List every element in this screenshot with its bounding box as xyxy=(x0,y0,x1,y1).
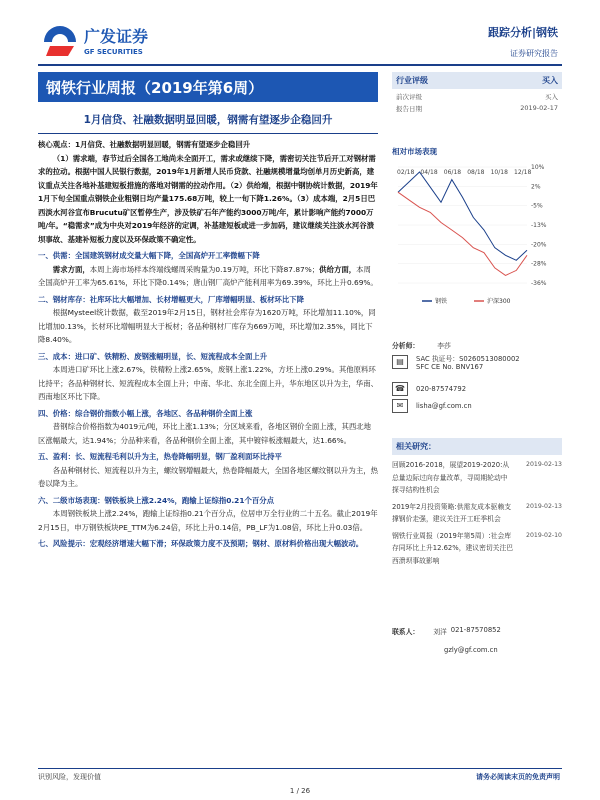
gf-logo-icon xyxy=(40,20,190,60)
series-line-hs300 xyxy=(398,192,527,275)
section-6-heading: 六、二级市场表现：钢铁板块上涨2.24%，跑输上证综指0.21个百分点 xyxy=(38,495,275,505)
section-5-text: 各品种钢材长、短流程以升为主，螺纹钢增幅最大，热卷降幅最大，全国各地区螺纹钢以升为主，热卷以降为主。 xyxy=(38,465,378,488)
brand-en: GF SECURITIES xyxy=(84,48,143,56)
analyst-sac: SAC 执证号：S0260513080002 xyxy=(416,354,520,363)
email-icon: ✉ xyxy=(392,399,408,413)
related-item[interactable]: 回顾2016-2018，展望2019-2020:从总量边际过向存量改革，寻周期轮动中探寻结构性机会 2019-02-13 xyxy=(392,461,562,494)
section-1-text: 需求方面，本周上海市场样本终端线螺周采购量为0.19万吨，环比下降87.87%；供给方面，本周全国高炉开工率为65.61%，环比下降0.14%；唐山钢厂高炉产能利用率为69.39%，环比上升0.69%。 xyxy=(38,264,378,287)
analyst-name-row xyxy=(392,336,562,353)
contact-phone: 021-87570852 xyxy=(450,626,501,634)
analyst-phone-row xyxy=(392,380,562,397)
report-subtitle: 1月信贷、社融数据明显回暖，钢需有望逐步企稳回升 xyxy=(83,114,333,126)
rating-value: 买入 xyxy=(542,76,558,85)
contact-email[interactable]: gzly@gf.com.cn xyxy=(444,646,498,654)
section-6-text: 本周钢铁板块上涨2.24%，跑输上证综指0.21个百分点，位居申万全行业的二十五名。截止2019年2月15日，申万钢铁板块PE_TTM为6.24倍，环比上升0.14倍，PB_LF为1.08倍，环比上升0.03倍。 xyxy=(38,509,378,532)
chart-svg xyxy=(392,161,562,311)
y-tick-label: -20% xyxy=(531,241,547,249)
report-title-banner: 钢铁行业周报（2019年第6周） xyxy=(38,72,378,102)
analyst-phone: 020-87574792 xyxy=(416,384,467,393)
contact-box xyxy=(392,626,562,654)
rating-title-bar xyxy=(392,72,562,89)
page-number: 1 / 26 xyxy=(289,787,311,795)
contact-label: 联系人： xyxy=(392,628,420,636)
section-2-text: 根据Mysteel统计数据，截至2019年2月15日，钢材社会库存为1620万吨，环比增加11.10%，同比增加0.13%，长材环比增幅明显大于板材；各品种钢材厂库存为669万吨，环比增加2.35%，同比下降8.40%。 xyxy=(38,308,376,344)
y-tick-label: 2% xyxy=(531,183,541,191)
footer-slogan: 识别风险，发现价值 xyxy=(38,773,101,781)
x-tick-label: 04/18 xyxy=(420,169,438,176)
analyst-email-row xyxy=(392,397,562,414)
related-title: 相关研究： xyxy=(392,438,562,455)
footer-disclaimer: 请务必阅读末页的免责声明 xyxy=(476,773,560,781)
x-tick-label: 10/18 xyxy=(490,169,508,176)
chart-title: 相对市场表现 xyxy=(392,147,437,156)
y-tick-label: -28% xyxy=(531,260,547,268)
gf-logo xyxy=(40,20,190,60)
report-type: 证券研究报告 xyxy=(510,49,558,58)
x-tick-label: 02/18 xyxy=(397,169,415,176)
analyst-label: 分析师： xyxy=(392,341,420,350)
report-date-row: 报告日期 2019-02-17 xyxy=(396,104,558,113)
section-7-heading: 七、风险提示：宏观经济增速大幅下滑；环保政策力度不及预期；钢材、原材料价格出现大幅波动。 xyxy=(38,539,364,548)
x-tick-label: 08/18 xyxy=(467,169,485,176)
analyst-sfc: SFC CE No. BNV167 xyxy=(416,362,484,371)
series-line-steel xyxy=(398,172,527,260)
section-4-text: 普钢综合价格指数为4019元/吨，环比上涨1.13%；分区域来看，各地区钢价全面上涨，其西北地区涨幅最大，达1.94%；分品种来看，各品种钢价全面上涨，其中镀锌板涨幅最大，达1.66%。 xyxy=(38,422,372,445)
y-tick-label: 10% xyxy=(531,164,545,171)
header-divider xyxy=(38,64,562,66)
related-list xyxy=(392,459,562,567)
report-category: 跟踪分析|钢铁 xyxy=(487,26,558,39)
brand-cn: 广发证券 xyxy=(84,27,149,46)
section-2-heading: 二、钢材库存：社库环比大幅增加、长材增幅更大，厂库增幅明显、板材环比下降 xyxy=(38,294,305,304)
analyst-box xyxy=(392,336,562,414)
section-5-heading: 五、盈利：长、短流程毛利以升为主，热卷降幅明显，钢厂盈利面环比持平 xyxy=(38,452,282,461)
header-right xyxy=(488,24,558,59)
subtitle-divider xyxy=(38,133,378,134)
related-item[interactable]: 钢铁行业周报（2019年第5周）:社会库存同环比上升12.62%，建议密切关注巴西溃坝事故影响 2019-02-10 xyxy=(392,531,562,565)
rating-title: 行业评级 xyxy=(396,76,428,85)
analyst-cert-row xyxy=(392,353,562,370)
main-body xyxy=(38,138,378,551)
phone-icon: ☎ xyxy=(392,382,408,396)
analyst-name: 李莎 xyxy=(437,341,451,350)
footer-divider xyxy=(38,768,562,769)
prev-rating-row: 前次评级 买入 xyxy=(396,93,558,101)
x-tick-label: 06/18 xyxy=(443,169,462,176)
contact-row xyxy=(392,626,562,636)
y-tick-label: -5% xyxy=(531,202,543,210)
section-4-heading: 四、价格：综合钢价指数小幅上涨，各地区、各品种钢价全面上涨 xyxy=(38,408,253,418)
section-3-text: 本周进口矿环比上涨2.67%，铁精粉上涨2.65%，废钢上涨1.22%，方坯上涨0.29%。其他原料环比持平；各品种钢材长、短流程成本全面上升；中南、华北、东北全面上升，华东地区以升为主，华南、西南地区环比下降。 xyxy=(38,365,378,401)
section-1-heading: 一、供需：全国建筑钢材成交量大幅下降，全国高炉开工率微幅下降 xyxy=(38,251,260,260)
y-tick-label: -36% xyxy=(531,280,547,287)
certificate-icon: ▤ xyxy=(392,355,408,369)
section-3-heading: 三、成本：进口矿、铁精粉、废钢涨幅明显，长、短流程成本全面上升 xyxy=(38,351,268,361)
legend-label: 沪深300 xyxy=(487,298,511,305)
core-paragraph: （1）需求端，春节过后全国各工地尚未全面开工，需求或继续下降，需密切关注节后开工对钢材需求的拉动。根据中国人民银行数据，2019年1月新增人民币贷款、社融规模增量均创单月历史新高，建议重点关注各地补基建短板措施的落地对钢需的拉动作用。（2）供给端，根据中钢协统计数据，2019年1月下旬全国重点钢铁企业粗钢日均产量175.68万吨，较上一旬下降1.26%。（3）成本端，2月5日巴西淡水河谷宣布Brucutu矿区暂停生产，涉及铁矿石年产能约3000万吨/年，累计影响产能约7000万吨/年。“稳需求”成为中央对2019年经济的定调，补基建短板或进一步加码，建议继续关注淡水河谷溃坝事故、基建补短板力度以及环保政策不确定性。 xyxy=(38,153,378,244)
rating-box xyxy=(392,72,562,113)
related-item[interactable]: 2019年2月投资策略:供需友成本驱赖支撑钢价走强，建议关注开工旺季机会 2019-02-13 xyxy=(392,502,562,523)
relative-performance-chart xyxy=(392,146,562,315)
analyst-email[interactable]: lisha@gf.com.cn xyxy=(416,401,472,410)
legend-label: 钢铁 xyxy=(435,298,448,305)
y-tick-label: -13% xyxy=(531,222,547,229)
core-viewpoint: 核心观点：1月信贷、社融数据明显回暖，钢需有望逐步企稳回升 xyxy=(38,140,251,149)
contact-name: 刘洋 xyxy=(433,628,447,636)
x-tick-label: 12/18 xyxy=(514,169,532,176)
related-research-box xyxy=(392,438,562,567)
